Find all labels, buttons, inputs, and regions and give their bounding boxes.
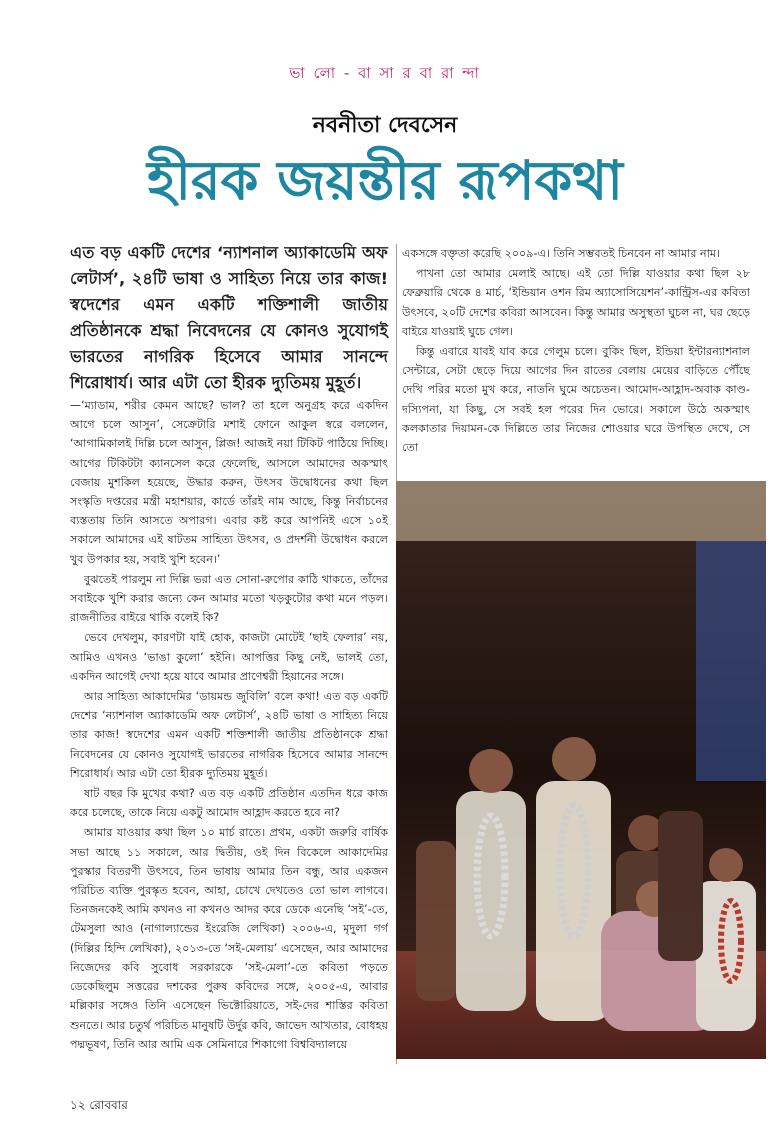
photo-illustration: [396, 481, 766, 1059]
body-paragraph: ভেবে দেখলুম, কারণটা যাই হোক, কাজটা মোটেই ‘ছাই ফেলার’ নয়, আমিও এখনও ‘ভাঙা কুলো’ হইনি। আপত্তির কিছু নেই, ভালই তো, একদিন আগেই দেখা হয়ে যাবে আমার প্রাণেশ্বরী হিয়ানের সঙ্গে।: [70, 631, 388, 683]
author-byline: নবনীতা দেবসেন: [312, 113, 458, 138]
page-footer: ১২ রোববার: [70, 1098, 128, 1112]
body-column-left: [70, 396, 388, 1056]
column-kicker: ভা লো - বা সা র বা রা ন্দা: [289, 64, 481, 82]
body-column-right: [402, 244, 750, 474]
body-paragraph: কিন্তু এবারে যাবই যাব করে গেলুম চলে। বুকিং ছিল, ইন্ডিয়া ইন্টারন্যাশনাল সেন্টারে, সেটা ছেড়ে দিয়ে আগের দিন রাতের বেলায় মেয়ের বাড়িতে পৌঁছে দেখি পরির মতো মুখ করে, নাতনি ঘুমে অচেতন। আমোদ-আহ্লাদ-অবাক কাণ্ড-দস্যিপনা, যা কিছু, সে সবই হল পরের দিন ভোরে। সকালে উঠে অকস্মাৎ কলকাতার দিয়ামন-কে দিল্লিতে তার নিজের শোওয়ার ঘরে উপস্থিত দেখে, সে তো: [402, 345, 750, 455]
body-paragraph: ষাট বছর কি মুখের কথা? এত বড় একটি প্রতিষ্ঠান এতদিন ধরে কাজ করে চলেছে, তাকে নিয়ে একটু আমোদ আহ্লাদ করতে হবে না?: [70, 787, 388, 820]
body-paragraph: —‘ম্যাডাম, শরীর কেমন আছে? ভাল? তা হলে অনুগ্রহ করে একদিন আগে চলে আসুন’, সেক্রেটারি মশাই ফোনে আকুল স্বরে বললেন, ‘আগামিকালই দিল্লি চলে আসুন, প্লিজ! আজই নয়া টিকিট পাঠিয়ে দিচ্ছি। আগের টিকিটটা ক্যানসেল করে ফেলেছি, আসলে আমাদের অকস্মাৎ বেজায় মুশকিল হয়েছে, উদ্ধার করুন, উৎসব উদ্বোধনের কথা ছিল সংস্কৃতি দপ্তরের মন্ত্রী মহাশয়ার, কার্ডে তাঁরই নাম আছে, কিন্তু নির্বাচনের ব্যস্ততায় তিনি আসতে অপারগ। এবার কষ্ট করে আপনিই এসে ১০ই সকালে আমাদের এই ষাটতম সাহিত্য উৎসব, ও প্রদর্শনী উদ্বোধন করলে খুব উপকার হয়, সবাই খুশি হবেন।’: [70, 399, 388, 566]
body-paragraph: আমার যাওয়ার কথা ছিল ১০ মার্চ রাতে। প্রথম, একটা জরুরি বার্ষিক সভা আছে ১১ সকালে, আর দ্বিতীয়, ওই দিন বিকেলে আকাদেমির পুরস্কার বিতরণী উৎসবে, তিন ভাষায় আমার তিন বন্ধু, আর একজন পরিচিত ব্যক্তি পুরস্কৃত হবেন, আহা, চোখে দেখতেও তো ভাল লাগবে। তিনজনকেই আমি কখনও না কখনও আদর করে ডেকে এনেছি ‘সই’-তে, টেমসুলা আও (নাগাল্যান্ডের ইংরেজি লেখিকা) ২০০৬-এ, মৃদুলা গর্গ (দিল্লির হিন্দি লেখিকা), ২০১৩-তে ‘সই-মেলায়’ এসেছেন, আর আমাদের নিজেদের কবি সুবোধ সরকারকে ‘সই-মেলা’-তে কবিতা পড়তে ডেকেছিলুম সত্তরের দশকের পুরুষ কবিদের সঙ্গে, ২০০৫-এ, আবার মল্লিকার সঙ্গেও তিনি এসেছেন ভিক্টোরিয়াতে, সই-দের শাস্তির কবিতা শুনতে। আর চতুর্থ পরিচিত মানুষটি উর্দুর কবি, জাভেদ আখতার, বোধহয় পদ্মভূষণ, তিনি আর আমি এক সেমিনারে শিকাগো বিশ্ববিদ্যালয়ে: [70, 826, 388, 1051]
award-ceremony-photo: [396, 481, 766, 1059]
body-paragraph: একসঙ্গে বক্তৃতা করেছি ২০০৯-এ। তিনি সম্ভবতই চিনবেন না আমার নাম।: [402, 247, 720, 260]
lead-paragraph: এত বড় একটি দেশের ‘ন্যাশনাল অ্যাকাডেমি অফ লেটার্স’, ২৪টি ভাষা ও সাহিত্য নিয়ে তার কাজ! স্বদেশের এমন একটি শক্তিশালী জাতীয় প্রতিষ্ঠানকে শ্রদ্ধা নিবেদনের যে কোনও সুযোগই ভারতের নাগরিক হিসেবে আমার সানন্দে শিরোধার্য। আর এটা তো হীরক দ্যুতিময় মুহূর্ত।: [70, 243, 388, 392]
body-paragraph: পাখনা তো আমার মেলাই আছে। এই তো দিল্লি যাওয়ার কথা ছিল ২৮ ফেব্রুয়ারি থেকে ৪ মার্চ, ‘ইন্ডিয়ান ওশন রিম অ্যাসোসিয়েশন’-কান্ট্রিস-এর কবিতা উৎসবে, ২০টি দেশের কবিরা আসবেন। কিন্তু আমার অসুস্থতা ঘুচল না, ঘর ছেড়ে বাইরে যাওয়াই ঘুচে গেল।: [402, 267, 750, 338]
article-title: হীরক জয়ন্তীর রূপকথা: [147, 149, 623, 212]
body-paragraph: বুঝতেই পারলুম না দিল্লি ভরা এত সোনা-রুপোর কাঠি থাকতে, তাঁদের সবাইকে খুশি করার জন্যে কেন আমার মতো খড়কুটোর কথা মনে পড়ল। রাজনীতির বাইরে থাকি বলেই কি?: [70, 572, 388, 625]
body-paragraph: আর সাহিত্য আকাদেমির ‘ডায়মন্ড জুবিলি’ বলে কথা! এত বড় একটি দেশের ‘ন্যাশনাল অ্যাকাডেমি অফ লেটার্স’, ২৪টি ভাষা ও সাহিত্য নিয়ে তার কাজ! স্বদেশের এমন একটি শক্তিশালী জাতীয় প্রতিষ্ঠানকে শ্রদ্ধা নিবেদনের যে কোনও সুযোগই ভারতের নাগরিক হিসেবে আমার সানন্দে শিরোধার্য। আর এটা তো হীরক দ্যুতিময় মুহূর্ত।: [70, 690, 388, 780]
